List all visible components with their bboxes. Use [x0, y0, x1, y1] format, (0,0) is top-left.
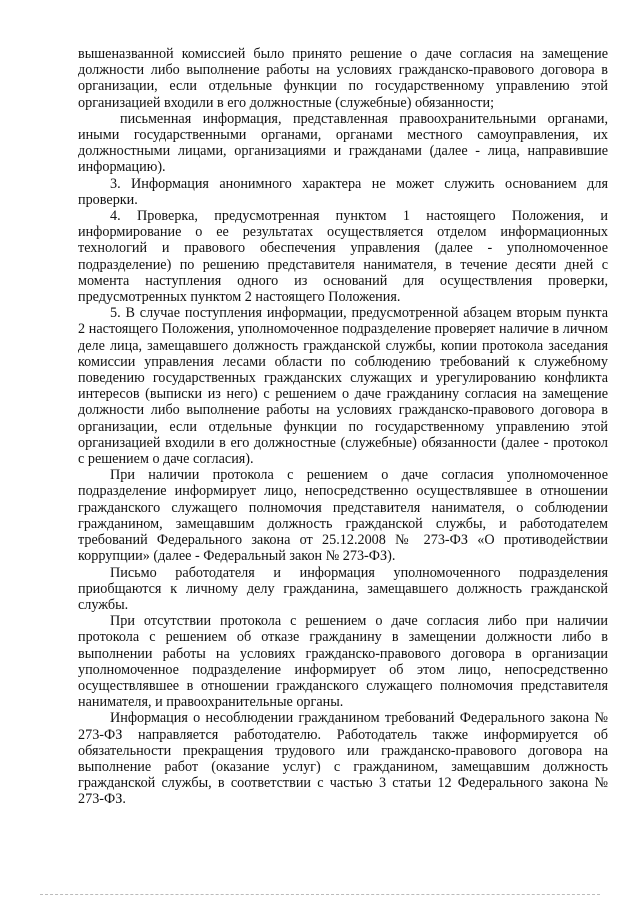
paragraph-employer-letter: Письмо работодателя и информация уполномоченного подразделения приобщаются к личному делу гражданина, замещавшего должность гражданской службы. — [78, 564, 608, 613]
document-body — [78, 46, 608, 808]
paragraph-protocol-absent: При отсутствии протокола с решением о даче согласия либо при наличии протокола с решением об отказе гражданину в замещении должности либо в выполнении работы на условиях гражданско-правового договора в организации уполномоченное подразделение информирует об этом лицо, непосредственно осуществлявшее в отношении гражданского служащего полномочия представителя нанимателя, и правоохранительные органы. — [78, 613, 608, 711]
paragraph-item-5: 5. В случае поступления информации, предусмотренной абзацем вторым пункта 2 настоящего Положения, уполномоченное подразделение проверяет наличие в личном деле лица, замещавшего должность гражданской службы, копии протокола заседания комиссии управления лесами области по соблюдению требований к служебному поведению государственных гражданских служащих и урегулированию конфликта интересов (выписки из него) с решением о даче гражданину согласия на замещение должности либо выполнение работы на условиях гражданско-правового договора в организации, если отдельные функции по государственному управлению этой организацией входили в его должностные (служебные) обязанности (далее - протокол с решением о даче согласия). — [78, 305, 608, 468]
paragraph-item-4: 4. Проверка, предусмотренная пунктом 1 настоящего Положения, и информирование о ее результатах осуществляется отделом информационных технологий и правового обеспечения управления (далее - уполномоченное подразделение) по решению представителя нанимателя, в течение десяти дней с момента наступления одного из оснований для осуществления проверки, предусмотренных пунктом 2 настоящего Положения. — [78, 208, 608, 306]
paragraph-non-compliance: Информация о несоблюдении гражданином требований Федерального закона № 273-ФЗ направляется работодателю. Работодатель также информируется об обязательности прекращения трудового или гражданско-правового договора на выполнение работ (оказание услуг) с гражданином, замещавшим должность гражданской службы, в соответствии с частью 3 статьи 12 Федерального закона № 273-ФЗ. — [78, 710, 608, 808]
paragraph-continuation: вышеназванной комиссией было принято решение о даче согласия на замещение должности либо выполнение работы на условиях гражданско-правового договора в организации, если отдельные функции по государственному управлению этой организацией входили в его должностные (служебные) обязанности; — [78, 46, 608, 111]
paragraph-item-3: 3. Информация анонимного характера не может служить основанием для проверки. — [78, 175, 608, 208]
scan-edge-divider — [40, 894, 600, 895]
paragraph-protocol-present: При наличии протокола с решением о даче согласия уполномоченное подразделение информирует лицо, непосредственно осуществлявшее в отношении гражданского служащего полномочия представителя нанимателя, о соблюдении гражданином, замещавшим должность гражданской службы, и работодателем требований Федерального закона от 25.12.2008 № 273-ФЗ «О противодействии коррупции» (далее - Федеральный закон № 273-ФЗ). — [78, 467, 608, 565]
paragraph-written-information: письменная информация, представленная правоохранительными органами, иными государственными органами, органами местного самоуправления, их должностными лицами, организациями и гражданами (далее - лица, направившие информацию). — [78, 110, 608, 176]
